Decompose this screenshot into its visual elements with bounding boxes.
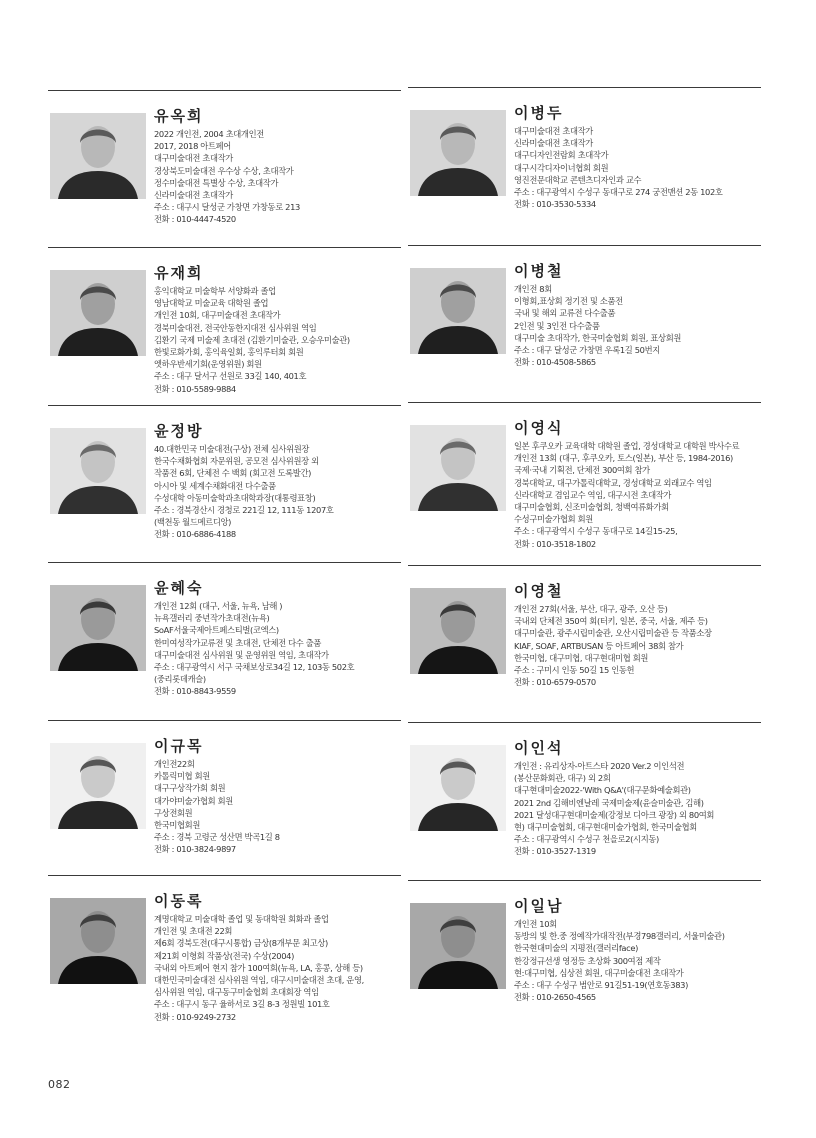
detail-line: 현) 대구미술협회, 대구현대미술가협회, 한국미술협회 — [514, 822, 697, 833]
artist-details — [154, 443, 404, 541]
artist-info — [154, 107, 404, 226]
portrait-photo — [410, 745, 506, 831]
artist-details — [514, 283, 764, 368]
detail-line: 2022 개인전, 2004 초대개인전 — [154, 129, 264, 139]
detail-line: 전화 : 010-4508-5865 — [514, 357, 596, 368]
detail-line: 2인전 및 3인전 다수출품 — [514, 320, 600, 331]
artist-entry — [408, 245, 761, 368]
detail-line: 한빛로화가회, 홍익육일회, 홍익루터회 회원 — [154, 347, 304, 358]
detail-line: 홍익대학교 미술학부 서양화과 졸업 — [154, 286, 276, 296]
artist-info — [514, 582, 764, 688]
detail-line: 국제·국내 기획전, 단체전 300여회 참가 — [514, 465, 650, 476]
page-number: 082 — [48, 1078, 71, 1091]
detail-line: 대가야미술가협회 회원 — [154, 795, 233, 806]
portrait-photo — [50, 113, 146, 199]
detail-line: 주소 : 대구시 달성군 가창면 가창동로 213 — [154, 202, 300, 213]
detail-line: 개인전 및 초대전 22회 — [154, 926, 233, 937]
artist-details — [514, 918, 764, 1003]
artist-info — [514, 897, 764, 1003]
detail-line: 전화 : 010-6886-4188 — [154, 529, 236, 540]
detail-line: 대구미술협회, 신조미술협회, 청백여류화가회 — [514, 502, 669, 513]
detail-line: (백천동 월드메르디앙) — [154, 517, 232, 528]
artist-details — [154, 758, 404, 856]
artist-name: 윤정방 — [154, 422, 204, 440]
artist-name: 이영철 — [514, 582, 564, 600]
detail-line: 개인전 13회 (대구, 후쿠오카, 토스(일본), 부산 등, 1984-2016) — [514, 453, 733, 464]
detail-line: 주소 : 대구광역시 수성구 동대구로 274 궁전맨션 2동 102호 — [514, 187, 723, 198]
artist-entry — [408, 880, 761, 1003]
artist-name: 윤혜숙 — [154, 579, 204, 597]
detail-line: (중리롯데캐슬) — [154, 674, 206, 685]
detail-line: 전화 : 010-2650-4565 — [514, 992, 596, 1003]
detail-line: 제21회 이형회 작품상(전국) 수상(2004) — [154, 950, 294, 961]
detail-line: 신라미술대전 초대작가 — [514, 138, 593, 149]
detail-line: 개인전 : 유리상자-아트스타 2020 Ver.2 이인석전 — [514, 761, 685, 771]
detail-line: 대구미술대전 초대작가 — [514, 126, 593, 136]
detail-line: 한미여성작가교류전 및 초대전, 단체전 다수 출품 — [154, 637, 322, 648]
detail-line: 개인전 10회 — [514, 919, 557, 929]
detail-line: KIAF, SOAF, ARTBUSAN 등 아트페어 38회 참가 — [514, 640, 684, 651]
detail-line: 계명대학교 미술대학 졸업 및 동대학원 회화과 졸업 — [154, 914, 329, 924]
detail-line: 정수미술대전 특별상 수상, 초대작가 — [154, 177, 279, 188]
artist-details — [514, 760, 764, 858]
detail-line: 구상전회원 — [154, 807, 193, 818]
artist-name: 이인석 — [514, 739, 564, 757]
detail-line: 대구현대미술2022-'With Q&A'(대구문화예술회관) — [514, 785, 691, 796]
portrait-photo — [410, 588, 506, 674]
detail-line: 대구미술관, 광주시립미술관, 오산시립미술관 등 작품소장 — [514, 628, 712, 639]
artist-info — [514, 262, 764, 368]
detail-line: 주소 : 대구 달성군 가창면 우록1길 50번지 — [514, 345, 660, 356]
artist-entry — [48, 90, 401, 225]
detail-line: 현:대구미협, 심상전 회원, 대구미술대전 초대작가 — [514, 967, 684, 978]
detail-line: 주소 : 대구광역시 수성구 천을로2(시지동) — [514, 834, 659, 845]
artist-entry — [48, 720, 401, 855]
detail-line: 아시아 및 세계수채화대전 다수출품 — [154, 480, 276, 491]
artist-entry — [48, 405, 401, 540]
detail-line: 신라미술대전 초대작가 — [154, 190, 233, 201]
artist-details — [154, 285, 404, 395]
artist-info — [154, 737, 404, 856]
artist-info — [154, 579, 404, 698]
detail-line: 엣하우반세기회(운영위원) 회원 — [154, 359, 262, 370]
portrait-photo — [50, 898, 146, 984]
artist-details — [154, 913, 404, 1023]
artist-info — [154, 892, 404, 1023]
detail-line: 전화 : 010-9249-2732 — [154, 1011, 236, 1022]
detail-line: 전화 : 010-4447-4520 — [154, 214, 236, 225]
detail-line: SoAF서울국제아트페스티벌(코엑스) — [154, 625, 279, 636]
detail-line: 신라대학교 겸임교수 역임, 대구시전 초대작가 — [514, 489, 672, 500]
detail-line: 작품전 6회, 단체전 수 백회 (회고전 도록발간) — [154, 468, 312, 479]
detail-line: 전화 : 010-8843-9559 — [154, 686, 236, 697]
detail-line: 영진전문대학교 콘텐츠디자인과 교수 — [514, 174, 642, 185]
detail-line: 주소 : 대구시 동구 율하서로 3길 8-3 정원빌 101호 — [154, 999, 330, 1010]
artist-entry — [48, 875, 401, 1022]
artist-name: 이영식 — [514, 419, 564, 437]
detail-line: 대구미술대전 초대작가 — [154, 153, 233, 164]
artist-name: 이동록 — [154, 892, 204, 910]
artist-entry — [408, 722, 761, 857]
portrait-photo — [50, 428, 146, 514]
detail-line: 전화 : 010-3518-1802 — [514, 538, 596, 549]
detail-line: 개인전 10회, 대구미술대전 초대작가 — [154, 310, 281, 321]
detail-line: 한국미협회원 — [154, 820, 200, 831]
detail-line: 대한민국미술대전 심사위원 역임, 대구시미술대전 초대, 운영, — [154, 975, 364, 986]
artist-details — [514, 440, 764, 550]
detail-line: 주소 : 대구광역시 서구 국채보상로34길 12, 103동 502호 — [154, 662, 355, 673]
detail-line: 2017, 2018 아트페어 — [154, 141, 231, 152]
detail-line: 주소 : 대구광역시 수성구 동대구로 14길15-25, — [514, 526, 678, 537]
portrait-photo — [410, 268, 506, 354]
artist-info — [154, 264, 404, 395]
detail-line: (봉산문화회관, 대구) 외 2회 — [514, 773, 611, 784]
detail-line: 뉴욕갤러리 중년작가초대전(뉴욕) — [154, 613, 270, 624]
detail-line: 전화 : 010-3527-1319 — [514, 846, 596, 857]
detail-line: 국내 및 해외 교류전 다수출품 — [514, 308, 616, 319]
detail-line: 주소 : 대구 수성구 범안로 91길51-19(연호동383) — [514, 980, 688, 991]
portrait-photo — [410, 425, 506, 511]
detail-line: 경상북도미술대전 우수상 수상, 초대작가 — [154, 165, 294, 176]
artist-details — [514, 125, 764, 210]
detail-line: 주소 : 대구 달서구 선원로 33길 140, 401호 — [154, 371, 307, 382]
artist-name: 이병철 — [514, 262, 564, 280]
detail-line: 한강정규선생 영정등 초상화 300여점 제작 — [514, 955, 661, 966]
detail-line: 한국수채화협회 자문위원, 공모전 심사위원장 외 — [154, 456, 319, 467]
artist-entry — [408, 565, 761, 688]
artist-info — [514, 104, 764, 210]
detail-line: 동방의 빛 한.중 정예작가대작전(부경798갤러리, 서울미술관) — [514, 931, 725, 942]
artist-entry — [48, 247, 401, 394]
detail-line: 개인전 8회 — [514, 284, 552, 294]
detail-line: 주소 : 경북경산시 경청로 221길 12, 111동 1207호 — [154, 505, 334, 516]
artist-details — [154, 600, 404, 698]
detail-line: 심사위원 역임, 대구동구미술협회 초대회장 역임 — [154, 987, 319, 998]
detail-line: 대구시각디자이너협회 회원 — [514, 162, 609, 173]
portrait-photo — [50, 585, 146, 671]
detail-line: 개인전 12회 (대구, 서울, 뉴욕, 남해 ) — [154, 601, 283, 611]
detail-line: 전화 : 010-3530-5334 — [514, 199, 596, 210]
detail-line: 전화 : 010-5589-9884 — [154, 383, 236, 394]
detail-line: 대구미술 초대작가, 한국미술협회 회원, 표상회원 — [514, 332, 682, 343]
detail-line: 40.대한민국 미술대전(구상) 전체 심사위원장 — [154, 444, 310, 454]
portrait-photo — [50, 743, 146, 829]
detail-line: 2021 2nd 김해비엔날레 국제미술제(윤슬미술관, 김해) — [514, 797, 704, 808]
portrait-photo — [50, 270, 146, 356]
artist-name: 이일남 — [514, 897, 564, 915]
detail-line: 2021 달성대구현대미술제(강정보 디아크 광장) 외 80여회 — [514, 809, 715, 820]
artist-entry — [48, 562, 401, 697]
detail-line: 제6회 경북도전(대구시통합) 금상(8개부문 최고상) — [154, 938, 328, 949]
detail-line: 전화 : 010-3824-9897 — [154, 844, 236, 855]
detail-line: 개인전22회 — [154, 759, 195, 769]
artist-info — [514, 419, 764, 550]
detail-line: 김환기 국제 미술제 초대전 (김환기미술관, 오승우미술관) — [154, 334, 350, 345]
artist-entry — [408, 402, 761, 549]
detail-line: 한국현대미술의 지평전(갤러리face) — [514, 943, 638, 954]
detail-line: 수성구미술가협회 회원 — [514, 514, 593, 525]
artist-name: 유재희 — [154, 264, 204, 282]
detail-line: 국내외 단체전 350여 회(터키, 일본, 중국, 서울, 제주 등) — [514, 616, 708, 627]
detail-line: 경북미술대전, 전국안동한지대전 심사위원 역임 — [154, 322, 317, 333]
detail-line: 한국미협, 대구미협, 대구현대미협 회원 — [514, 652, 649, 663]
detail-line: 대구구상작가회 회원 — [154, 783, 226, 794]
detail-line: 주소 : 경북 고령군 성산면 박곡1길 8 — [154, 832, 280, 843]
detail-line: 국내외 아트페어 현지 참가 100여회(뉴욕, LA, 홍콩, 상해 등) — [154, 962, 363, 973]
detail-line: 전화 : 010-6579-0570 — [514, 677, 596, 688]
artist-name: 이병두 — [514, 104, 564, 122]
portrait-photo — [410, 903, 506, 989]
detail-line: 개인전 27회(서울, 부산, 대구, 광주, 오산 등) — [514, 604, 668, 614]
portrait-photo — [410, 110, 506, 196]
artist-name: 이규목 — [154, 737, 204, 755]
detail-line: 일본 후쿠오카 교육대학 대학원 졸업, 경성대학교 대학원 박사수료 — [514, 441, 740, 451]
artist-name: 유옥희 — [154, 107, 204, 125]
detail-line: 영남대학교 미술교육 대학원 졸업 — [154, 298, 269, 309]
detail-line: 대구미술대전 심사위원 및 운영위원 역임, 초대작가 — [154, 649, 329, 660]
detail-line: 주소 : 구미시 인동 50길 15 인동헌 — [514, 665, 635, 676]
detail-line: 대구디자인전람회 초대작가 — [514, 150, 609, 161]
artist-details — [154, 128, 404, 226]
detail-line: 이형회,표상회 정기전 및 소품전 — [514, 296, 623, 307]
artist-details — [514, 603, 764, 688]
detail-line: 카톨릭미협 회원 — [154, 771, 210, 782]
detail-line: 경북대학교, 대구가톨릭대학교, 경성대학교 외래교수 역임 — [514, 477, 712, 488]
artist-info — [514, 739, 764, 858]
artist-entry — [408, 87, 761, 210]
artist-info — [154, 422, 404, 541]
detail-line: 수성대학 아동미술학과초대학과장(대통령표창) — [154, 492, 316, 503]
